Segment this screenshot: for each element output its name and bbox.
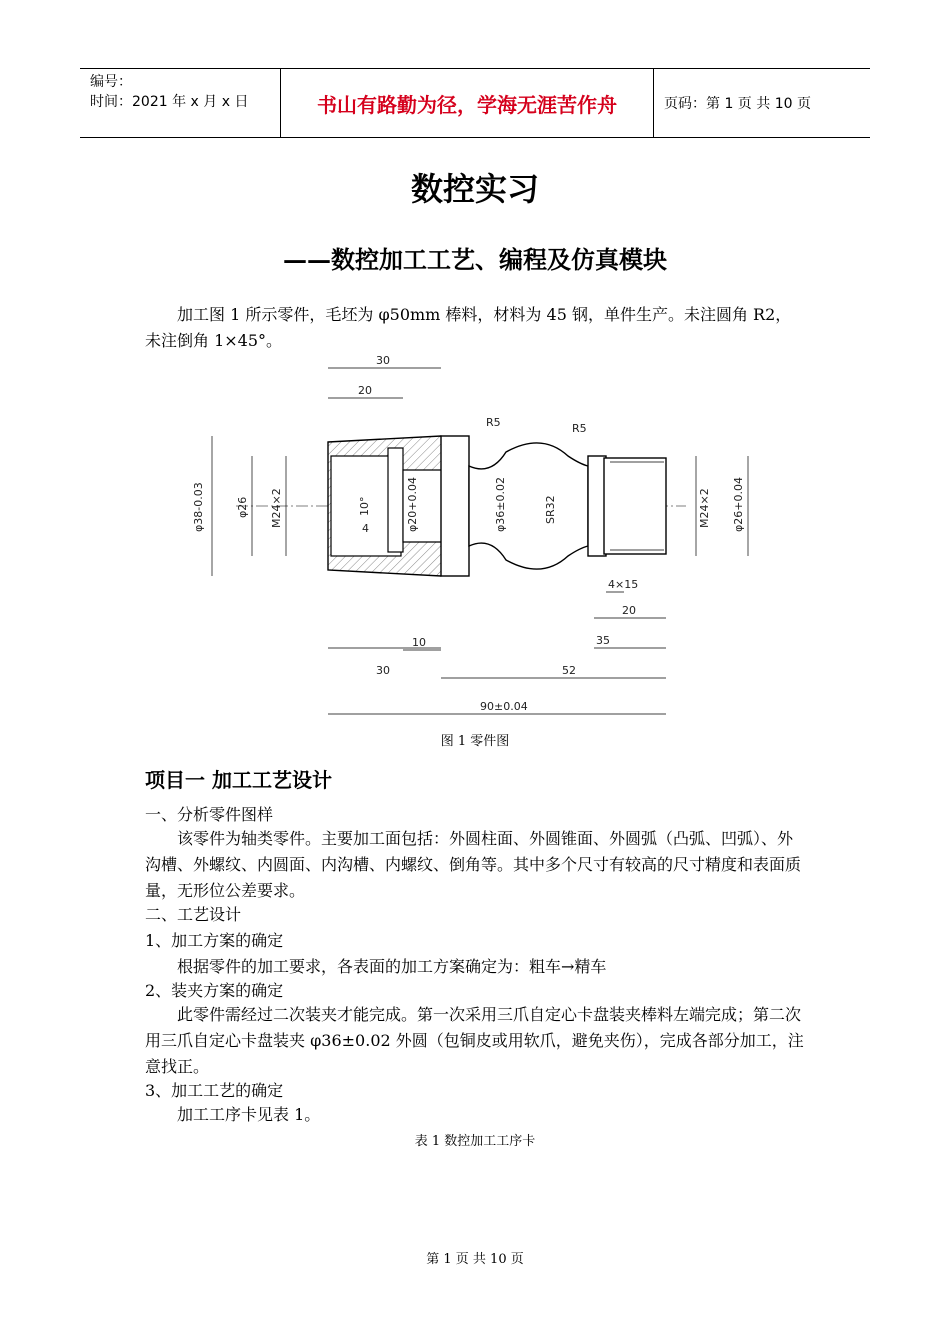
dim-angle-10: 10° (358, 496, 371, 516)
header-page-info: 页码：第 1 页 共 10 页 (664, 96, 811, 112)
dim-20-top: 20 (358, 384, 372, 397)
page-header (80, 68, 870, 138)
dim-dia26: φ26 (236, 496, 249, 518)
dim-groove: 4×15 (608, 578, 639, 591)
header-meta (80, 69, 281, 137)
dim-30-bottom: 30 (376, 664, 390, 677)
dim-35: 35 (596, 634, 610, 647)
document-title: 数控实习 (410, 170, 539, 208)
paragraph-procedure: 加工工序卡见表 1。 (177, 1105, 321, 1124)
subheading-analysis: 一、分析零件图样 (145, 805, 274, 824)
part-drawing (176, 352, 768, 724)
dim-dia38: φ38-0.03 (192, 482, 205, 532)
section-heading: 项目一 加工工艺设计 (145, 768, 332, 792)
dim-m24-left: M24×2 (270, 488, 283, 528)
subheading-plan: 1、加工方案的确定 (145, 931, 284, 950)
document-subtitle: ——数控加工工艺、编程及仿真模块 (283, 245, 667, 274)
paragraph-clamping: 此零件需经过二次装夹才能完成。第一次采用三爪自定心卡盘装夹棒料左端完成；第二次用三爪自定心卡盘装夹 φ36±0.02 外圆（包铜皮或用软爪，避免夹伤），完成各部分加工，注意找正。 (145, 1005, 804, 1076)
dim-sr32: SR32 (544, 495, 557, 524)
dim-r5-a: R5 (486, 416, 501, 429)
time-label: 时间：2021 年 x 月 x 日 (90, 94, 249, 110)
subheading-procedure: 3、加工工艺的确定 (145, 1081, 284, 1100)
dim-90: 90±0.04 (480, 700, 528, 713)
header-motto: 书山有路勤为径，学海无涯苦作舟 (281, 69, 654, 137)
page-footer: 第 1 页 共 10 页 (426, 1252, 524, 1267)
dim-four: 4 (362, 522, 369, 535)
dim-m24-right: M24×2 (698, 488, 711, 528)
dim-r5-b: R5 (572, 422, 587, 435)
dim-dia36: φ36±0.02 (494, 477, 507, 532)
dim-20-right: 20 (622, 604, 636, 617)
dim-10: 10 (412, 636, 426, 649)
dim-52: 52 (562, 664, 576, 677)
dim-dia26-right: φ26+0.04 (732, 477, 745, 532)
paragraph-plan: 根据零件的加工要求，各表面的加工方案确定为：粗车→精车 (177, 957, 607, 976)
subheading-clamping: 2、装夹方案的确定 (145, 981, 284, 1000)
table-caption: 表 1 数控加工工序卡 (414, 1134, 536, 1149)
dim-dia20: φ20+0.04 (406, 477, 419, 532)
dim-30-top: 30 (376, 354, 390, 367)
subheading-process: 二、工艺设计 (145, 905, 242, 924)
figure-caption: 图 1 零件图 (440, 734, 510, 749)
intro-paragraph: 加工图 1 所示零件，毛坯为 φ50mm 棒料，材料为 45 钢，单件生产。未注圆角 R2，未注倒角 1×45°。 (145, 305, 792, 350)
serial-label: 编号： (90, 74, 132, 90)
paragraph-analysis: 该零件为轴类零件。主要加工面包括：外圆柱面、外圆锥面、外圆弧（凸弧、凹弧）、外沟槽、外螺纹、内圆面、内沟槽、内螺纹、倒角等。其中多个尺寸有较高的尺寸精度和表面质量，无形位公差要求。 (145, 829, 802, 900)
